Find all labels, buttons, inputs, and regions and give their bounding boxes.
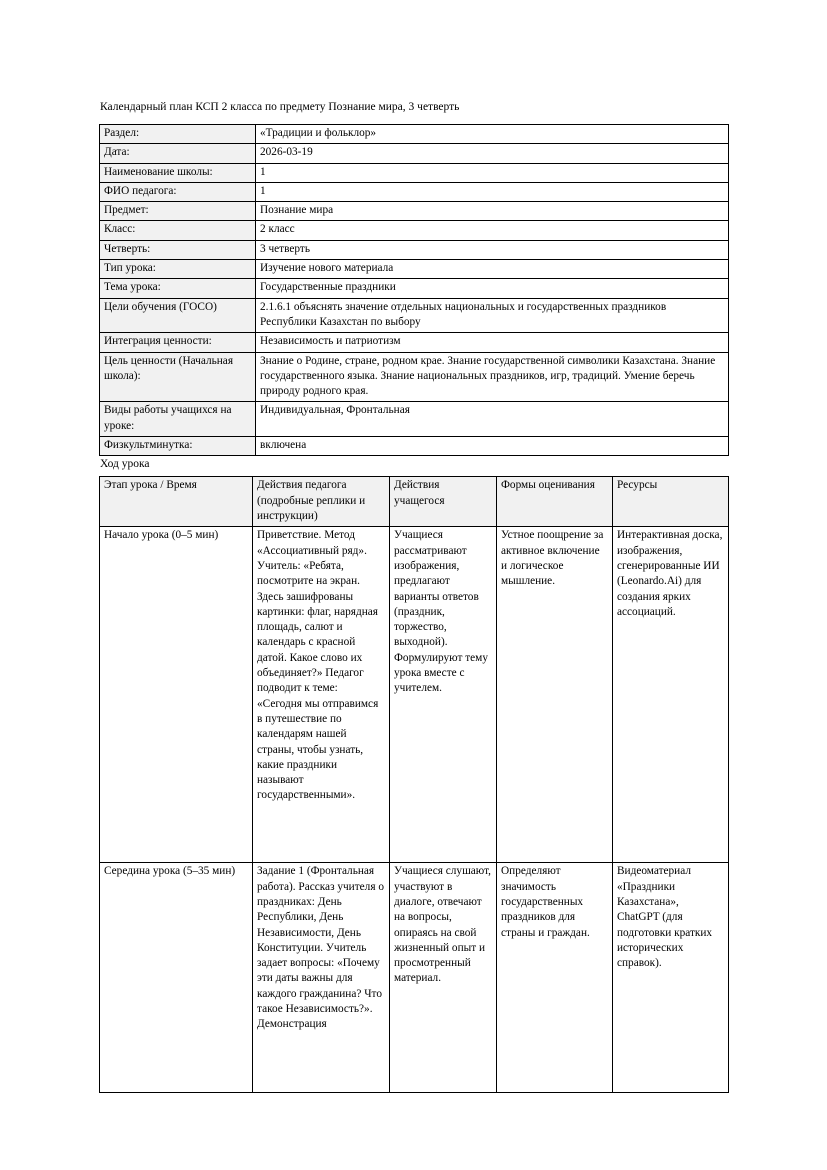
column-header: Формы оценивания — [497, 477, 613, 527]
info-row-label: Класс: — [100, 221, 256, 240]
info-row-label: Физкультминутка: — [100, 437, 256, 456]
cell-student-actions: Учащиеся рассматривают изображения, предлагают варианты ответов (праздник, торжество, выходной). Формулируют тему урока вместе с учителем. — [390, 527, 497, 863]
info-row-value: 1 — [256, 182, 729, 201]
info-row-label: Раздел: — [100, 125, 256, 144]
cell-resources: Интерактивная доска, изображения, сгенерированные ИИ (Leonardo.Ai) для создания ярких ассоциаций. — [613, 527, 729, 863]
info-row-label: Дата: — [100, 144, 256, 163]
info-row — [100, 202, 729, 221]
info-row-value: Познание мира — [256, 202, 729, 221]
info-row-value: Изучение нового материала — [256, 260, 729, 279]
info-row-value: 2026-03-19 — [256, 144, 729, 163]
lesson-info-table — [99, 124, 729, 456]
page-title: Календарный план КСП 2 класса по предмету Познание мира, 3 четверть — [100, 101, 460, 113]
info-row-value: 2 класс — [256, 221, 729, 240]
cell-stage: Середина урока (5–35 мин) — [100, 863, 253, 1093]
info-row — [100, 279, 729, 298]
info-row — [100, 221, 729, 240]
column-header: Действия педагога (подробные реплики и инструкции) — [253, 477, 390, 527]
info-row — [100, 260, 729, 279]
info-row-label: Наименование школы: — [100, 163, 256, 182]
info-row — [100, 298, 729, 333]
info-row — [100, 352, 729, 402]
info-row-label: Интеграция ценности: — [100, 333, 256, 352]
cell-assessment-forms: Устное поощрение за активное включение и логическое мышление. — [497, 527, 613, 863]
info-row-label: Предмет: — [100, 202, 256, 221]
table-row — [100, 863, 729, 1093]
info-row-value: 3 четверть — [256, 240, 729, 259]
info-row-label: ФИО педагога: — [100, 182, 256, 201]
info-row-value: Знание о Родине, стране, родном крае. Знание государственной символики Казахстана. Знание государственного языка. Знание национальных праздников, игр, традиций. Умение беречь природу родного края. — [256, 352, 729, 402]
column-header: Действия учащегося — [390, 477, 497, 527]
info-row-value: Государственные праздники — [256, 279, 729, 298]
document-content — [99, 100, 728, 1093]
section-caption-lesson-flow: Ход урока — [100, 458, 150, 471]
column-header: Этап урока / Время — [100, 477, 253, 527]
info-row-label: Четверть: — [100, 240, 256, 259]
info-row-value: «Традиции и фольклор» — [256, 125, 729, 144]
info-row — [100, 402, 729, 437]
info-row — [100, 144, 729, 163]
info-row-value: 1 — [256, 163, 729, 182]
info-row — [100, 240, 729, 259]
column-header: Ресурсы — [613, 477, 729, 527]
info-row — [100, 437, 729, 456]
info-row-value: 2.1.6.1 объяснять значение отдельных национальных и государственных праздников Республики Казахстан по выбору — [256, 298, 729, 333]
info-row-label: Тип урока: — [100, 260, 256, 279]
info-row-label: Виды работы учащихся на уроке: — [100, 402, 256, 437]
cell-student-actions: Учащиеся слушают, участвуют в диалоге, отвечают на вопросы, опираясь на свой жизненный опыт и просмотренный материал. — [390, 863, 497, 1093]
cell-stage: Начало урока (0–5 мин) — [100, 527, 253, 863]
cell-teacher-actions: Приветствие. Метод «Ассоциативный ряд». Учитель: «Ребята, посмотрите на экран. Здесь зашифрованы картинки: флаг, нарядная площадь, салют и календарь с красной датой. Какое слово их объединяет?» Педагог подводит к теме: «Сегодня мы отправимся в путешествие по календарям нашей страны, чтобы узнать, какие праздники называют государственными». — [253, 527, 390, 863]
info-row — [100, 163, 729, 182]
info-row — [100, 125, 729, 144]
info-row-value: Независимость и патриотизм — [256, 333, 729, 352]
info-row-label: Тема урока: — [100, 279, 256, 298]
info-row — [100, 333, 729, 352]
cell-resources: Видеоматериал «Праздники Казахстана», ChatGPT (для подготовки кратких исторических справок). — [613, 863, 729, 1093]
info-row-label: Цели обучения (ГОСО) — [100, 298, 256, 333]
cell-teacher-actions: Задание 1 (Фронтальная работа). Рассказ учителя о праздниках: День Республики, День Независимости, День Конституции. Учитель задает вопросы: «Почему эти даты важны для каждого гражданина? Что такое Независимость?». Демонстрация — [253, 863, 390, 1093]
cell-assessment-forms: Определяют значимость государственных праздников для страны и граждан. — [497, 863, 613, 1093]
info-row-label: Цель ценности (Начальная школа): — [100, 352, 256, 402]
info-row-value: включена — [256, 437, 729, 456]
lesson-flow-table — [99, 476, 729, 1093]
info-row — [100, 182, 729, 201]
table-row — [100, 527, 729, 863]
info-row-value: Индивидуальная, Фронтальная — [256, 402, 729, 437]
table-header-row — [100, 477, 729, 527]
